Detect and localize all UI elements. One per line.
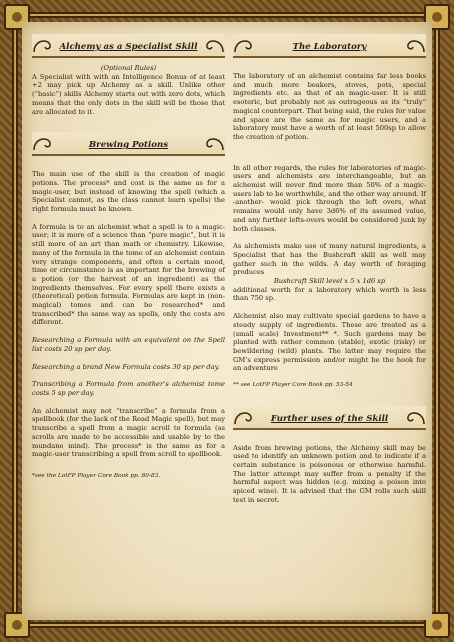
section-title: Further uses of the Skill bbox=[270, 413, 389, 424]
cost-line: Researching a Formula with an equivalent on the Spell list costs 20 sp per day. bbox=[32, 336, 225, 353]
paragraph: Alchemist also may cultivate special gardens to have a steady supply of ingredients. These are treated as a (small scale) Investment** *. Such gardens may be planted with rather common (stable), exotic (risky) or bewildering (wild) plants. The latter may require the GM’s express permission and/or might be the hook for an adventure bbox=[233, 312, 426, 373]
paragraph: Aside from brewing potions, the Alchemy skill may be used to identify an unknown potion and to indicate if a certain substance is poisonous or otherwise harmful. The latter attempt may suffer from a penalty if the harmful aspect was hidden (e.g. mixing a poison into spiced wine). It is advised that the GM rolls such skill test in secret. bbox=[233, 443, 426, 504]
swirl-ornament-icon bbox=[233, 36, 255, 54]
cost-line: Researching a brand New Formula costs 30 sp per day. bbox=[32, 362, 220, 371]
swirl-ornament-icon bbox=[233, 408, 255, 426]
paragraph: An alchemist may not “transcribe” a formula from a spellbook (for the lack of the Read Magic spell), but may transcribe a spell from a magic scroll to formula (as scrolls are made to be accessible and usable by to the mundane mind). The process* is the same as for a magic-user transcribing a spell from scroll to spellbook. bbox=[32, 406, 225, 459]
section-header bbox=[32, 132, 225, 156]
swirl-ornament-icon bbox=[404, 408, 426, 426]
swirl-ornament-icon bbox=[203, 36, 225, 54]
cost-line: Transcribing a Formula from another’s alchemist tome costs 5 sp per day. bbox=[32, 380, 225, 397]
formula-line: Bushcraft Skill level x 5 x 1d6 sp bbox=[273, 277, 386, 286]
paragraph: The laboratory of an alchemist contains far less books and much more beakers, stoves, pots, special ingredients etc. as that of an magic-user. It is still esoteric, but probably not as outrageous as its “truly” magical counterpart. That being said, the rules for value and space are the same as for magic users, and a laboratory must have a worth of at least 500sp to allow the creation of potion. bbox=[233, 72, 426, 141]
section-title: Brewing Potions bbox=[88, 140, 169, 151]
paragraph: The main use of the skill is the creation of magic potions. The process* and cost is the same as for a magic-user, but instead of knowing the spell (which a Specialist cannot, as the class cannot learn spells) the right formula must be known. bbox=[32, 170, 225, 214]
swirl-ornament-icon bbox=[203, 134, 225, 152]
paragraph: In all other regards, the rules for laboratories of magic-users and alchemists are interchangeable, but an alchemist will never find more than 50% of a magic-users lab to be worthwhile, and the other way around. If -another- would pick through the left overs, what remains would only have 3d6% of its assumed value, and any further lefts-overs would be considered junk by both classes. bbox=[233, 163, 426, 233]
swirl-ornament-icon bbox=[32, 134, 54, 152]
paragraph: additional worth for a laboratory which worth is less than 750 sp. bbox=[233, 285, 426, 303]
section-title: The Laboratory bbox=[292, 42, 367, 52]
parchment-page bbox=[22, 22, 432, 620]
optional-rules-note: (Optional Rules) bbox=[100, 64, 157, 72]
right-column bbox=[233, 34, 426, 505]
left-column bbox=[32, 34, 225, 480]
section-header bbox=[233, 34, 426, 58]
section-header bbox=[233, 406, 426, 430]
swirl-ornament-icon bbox=[404, 36, 426, 54]
paragraph: A formula is to an alchemist what a spell is to a magic-user; it is more of a science than “pure magic”, but it is still more of an art than math or chemistry. Likewise, many of the formula in the tome of an alchemist contain very strange components, and often a certain mood, time or circumstance is as important for the brewing of a potion (or the harvest of an ingredient) as the ingredients themselves. For every spell there exists a (theoretical) potion formula. Formulas are kept in (non-magical) tomes and can be researched* and transcribed* the same way as spells, only the costs are different. bbox=[32, 222, 225, 327]
paragraph: A Specialist with with an Intelligence Bonus of at least +2 may pick up Alchemy as a skill. Unlike other (“basic”) skills Alchemy starts out with zero dots, which means that the only dots in the skill will be those that are allocated to it. bbox=[32, 72, 225, 116]
section-title: Alchemy as a Specialist Skill bbox=[59, 42, 198, 52]
footnote: *see the LotFP Player Core Book pp. 80-83. bbox=[32, 472, 161, 479]
section-header bbox=[32, 34, 225, 58]
footnote: ** see LotFP Player Core Book pp. 53-54 bbox=[233, 382, 353, 389]
paragraph: As alchemists make use of many natural ingredients, a Specialist that has the Bushcraft skill as well may gather such in the wilds. A day worth of foraging produces bbox=[233, 242, 426, 277]
swirl-ornament-icon bbox=[32, 36, 54, 54]
